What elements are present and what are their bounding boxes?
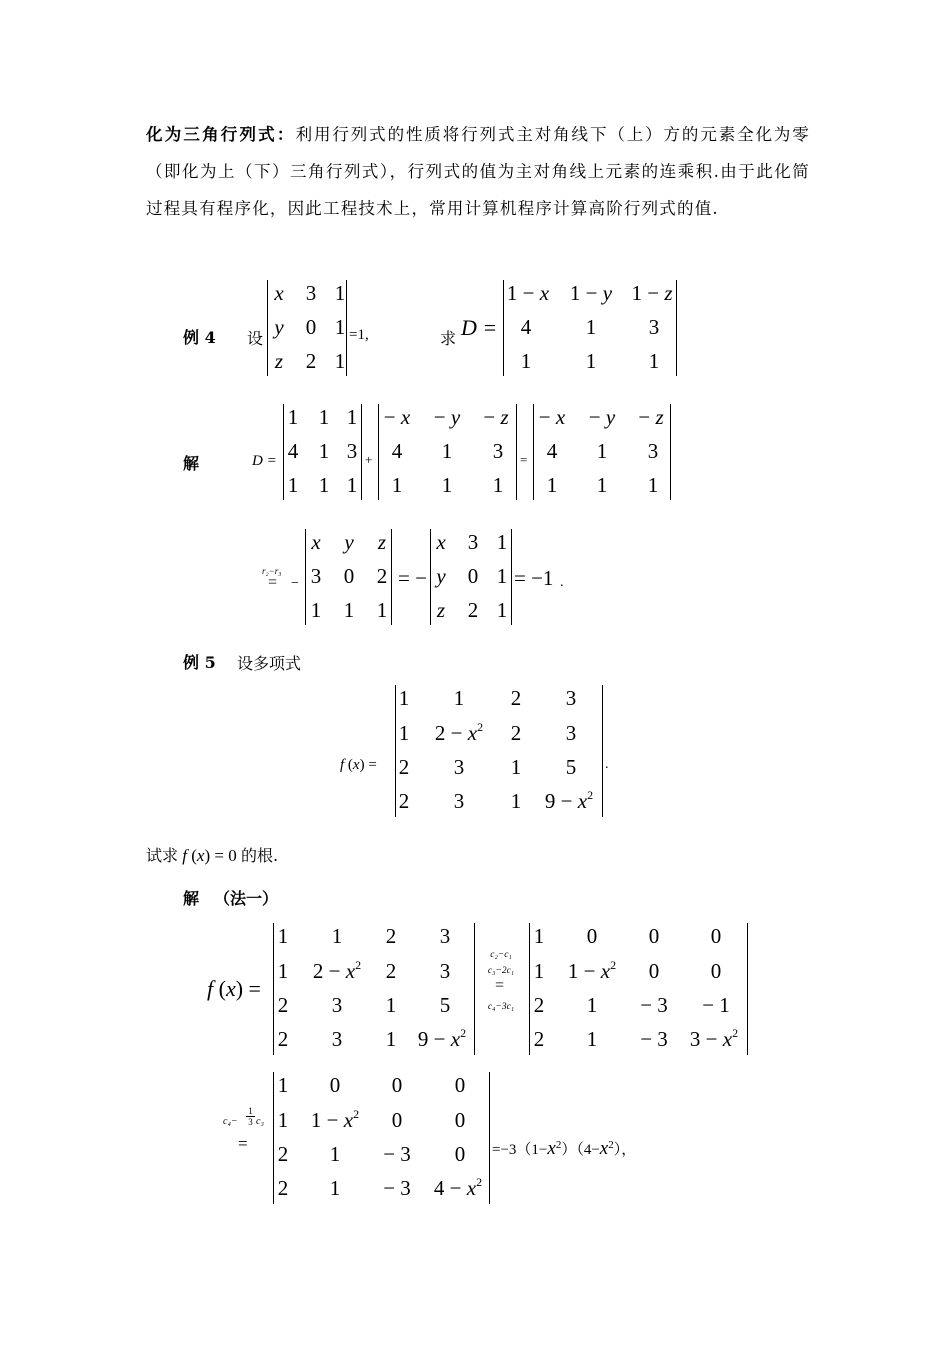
column-operation-2: c₃−2c₁: [487, 966, 515, 976]
det-cell: 3: [467, 530, 479, 554]
det-cell: 0: [648, 924, 660, 948]
det-cell: 1: [596, 473, 608, 497]
det-cell: 1: [398, 686, 410, 710]
det-cell: x: [274, 281, 284, 305]
det-cell: 3: [346, 439, 358, 463]
det-cell: 1: [331, 924, 343, 948]
example4-given-determinant: [267, 280, 347, 376]
question-suffix: 的根.: [240, 846, 279, 865]
solution5-method: （法一）: [214, 889, 279, 908]
det-cell: 1: [585, 315, 597, 339]
det-cell: 0: [305, 315, 317, 339]
det-cell: z: [377, 530, 387, 554]
det-cell: 3: [492, 439, 504, 463]
solution5-label: 解: [183, 889, 200, 908]
det-cell: − 3: [383, 1176, 411, 1200]
det-cell: − 3: [383, 1142, 411, 1166]
det-cell: 1 − z: [631, 281, 673, 305]
column-operation-3: c₄−3c₁: [487, 1002, 515, 1012]
row-operation-equals: =: [268, 574, 278, 591]
det-cell: 3: [453, 789, 465, 813]
solution5-determinant-1: [273, 923, 475, 1055]
det-cell: 1 − y: [569, 281, 613, 305]
det-cell: $3 - x^2$: [689, 1026, 739, 1051]
det-cell: y: [436, 564, 446, 588]
det-cell: − z: [638, 405, 664, 429]
det-cell: 3: [565, 721, 577, 745]
det-cell: 2: [533, 1027, 545, 1051]
solution5-determinant-2: [529, 923, 748, 1055]
det-cell: 1: [346, 405, 358, 429]
det-cell: 2: [277, 993, 289, 1017]
det-cell: 3: [565, 686, 577, 710]
det-cell: 1: [391, 473, 403, 497]
det-cell: 1: [496, 530, 508, 554]
det-cell: − y: [433, 405, 461, 429]
det-cell: 1: [596, 439, 608, 463]
solution4-determinant-4: [305, 529, 392, 625]
det-cell: − y: [588, 405, 616, 429]
intro-body: 利用行列式的性质将行列式主对角线下（上）方的元素全化为零（即化为上（下）三角行列式），行列式的值为主对角线上元素的连乘积.由于此化简过程具有程序化，因此工程技术上，常用计算机程序计算高阶行列式的值.: [146, 125, 811, 218]
det-cell: 0: [710, 959, 722, 983]
det-cell: − x: [538, 405, 566, 429]
det-cell: y: [274, 315, 284, 339]
det-cell: 3: [439, 959, 451, 983]
det-cell: − z: [483, 405, 509, 429]
det-cell: 1: [277, 959, 289, 983]
det-cell: 0: [391, 1073, 403, 1097]
det-cell: x: [436, 530, 446, 554]
example4-given-value: =1,: [349, 327, 369, 343]
example4-given-text: 设: [247, 329, 264, 348]
det-cell: 1: [441, 473, 453, 497]
det-cell: 1: [343, 598, 355, 622]
det-cell: 2: [398, 789, 410, 813]
det-cell: 2: [510, 721, 522, 745]
det-cell: 1: [318, 405, 330, 429]
det-cell: 1: [318, 473, 330, 497]
example5-period: .: [605, 757, 609, 772]
solution5-result: $=-3(1-x^2)(4-x^2)$，: [492, 1138, 637, 1159]
column-operation-c4: c₄−: [223, 1116, 238, 1127]
det-cell: 4: [391, 439, 403, 463]
det-cell: $2 - x^2$: [434, 720, 484, 745]
det-cell: 2: [510, 686, 522, 710]
det-cell: − 1: [702, 993, 730, 1017]
solution4-determinant-1: [283, 404, 362, 500]
det-cell: 1: [398, 721, 410, 745]
det-cell: 1: [277, 1073, 289, 1097]
det-cell: 1: [277, 924, 289, 948]
det-cell: 0: [648, 959, 660, 983]
det-cell: 3: [310, 564, 322, 588]
det-cell: 2: [385, 924, 397, 948]
det-cell: 0: [329, 1073, 341, 1097]
det-cell: 1 − x: [506, 281, 550, 305]
det-cell: 1: [453, 686, 465, 710]
det-cell: 0: [454, 1073, 466, 1097]
det-cell: 3: [305, 281, 317, 305]
det-cell: 1: [546, 473, 558, 497]
det-cell: 0: [467, 564, 479, 588]
det-cell: 1: [492, 473, 504, 497]
det-cell: 3: [453, 755, 465, 779]
fraction-denominator: 3: [248, 1117, 253, 1127]
column-operation-equals-2: =: [238, 1134, 248, 1153]
det-cell: 1: [334, 281, 346, 305]
det-cell: − 3: [640, 993, 668, 1017]
det-cell: 1: [510, 789, 522, 813]
det-cell: 1: [385, 993, 397, 1017]
det-cell: 1: [520, 349, 532, 373]
det-cell: 1: [586, 1027, 598, 1051]
example4-label: 例 4: [183, 328, 216, 347]
det-cell: 1: [318, 439, 330, 463]
det-cell: 1: [496, 598, 508, 622]
det-cell: 3: [331, 993, 343, 1017]
det-cell: 1: [385, 1027, 397, 1051]
det-cell: 1: [287, 473, 299, 497]
det-cell: $1 - x^2$: [310, 1107, 360, 1132]
det-cell: $4 - x^2$: [433, 1175, 483, 1200]
det-cell: 1: [376, 598, 388, 622]
det-cell: 1: [647, 473, 659, 497]
det-cell: $9 - x^2$: [417, 1026, 467, 1051]
det-cell: 0: [454, 1108, 466, 1132]
det-cell: $1 - x^2$: [567, 958, 617, 983]
solution5-lhs: f (x) =: [207, 976, 261, 1001]
intro-colon: ：: [276, 125, 296, 144]
det-cell: 1: [329, 1176, 341, 1200]
det-cell: 4: [546, 439, 558, 463]
det-cell: 1: [346, 473, 358, 497]
det-cell: z: [436, 598, 446, 622]
det-cell: 0: [343, 564, 355, 588]
solution5-determinant-3: [273, 1072, 490, 1204]
det-cell: 2: [385, 959, 397, 983]
det-cell: 1: [533, 959, 545, 983]
det-cell: 2: [277, 1176, 289, 1200]
row-operation-label: r₂−r₃: [262, 566, 282, 576]
example5-question: 试求 f (x) = 0 的根.: [146, 846, 279, 865]
det-cell: 2: [277, 1027, 289, 1051]
solution4-determinant-5: [430, 529, 512, 625]
minus-sign: −: [291, 576, 299, 591]
det-cell: 0: [586, 924, 598, 948]
det-cell: 2: [376, 564, 388, 588]
column-operation-equals: =: [495, 977, 505, 994]
plus-sign: +: [365, 452, 373, 467]
det-cell: z: [274, 349, 284, 373]
det-cell: 1: [585, 349, 597, 373]
intro-keyword: 化为三角行列式: [146, 125, 277, 144]
det-cell: 1: [510, 755, 522, 779]
det-cell: 1: [329, 1142, 341, 1166]
det-cell: 1: [496, 564, 508, 588]
det-cell: 2: [467, 598, 479, 622]
det-cell: 5: [439, 993, 451, 1017]
det-cell: − x: [383, 405, 411, 429]
det-cell: 1: [334, 349, 346, 373]
example4-find-determinant: [503, 280, 677, 376]
fraction-one-third: [246, 1106, 255, 1127]
det-cell: 2: [305, 349, 317, 373]
det-cell: 2: [277, 1142, 289, 1166]
det-cell: 1: [277, 1108, 289, 1132]
det-cell: 2: [533, 993, 545, 1017]
det-cell: 4: [520, 315, 532, 339]
det-cell: 0: [454, 1142, 466, 1166]
example5-text: 设多项式: [237, 654, 302, 673]
det-cell: 5: [565, 755, 577, 779]
det-cell: − 3: [640, 1027, 668, 1051]
example4-find-lhs: D =: [461, 315, 498, 340]
solution4-determinant-3: [533, 404, 671, 500]
det-cell: 1: [334, 315, 346, 339]
det-cell: 3: [331, 1027, 343, 1051]
column-operation-c3: c₃: [256, 1116, 264, 1127]
solution4-period: .: [560, 575, 564, 590]
det-cell: $9 - x^2$: [544, 788, 594, 813]
question-prefix: 试求: [146, 846, 179, 865]
example5-lhs: f (x) =: [340, 757, 377, 773]
det-cell: x: [311, 530, 321, 554]
det-cell: 4: [287, 439, 299, 463]
det-cell: $2 - x^2$: [312, 958, 362, 983]
det-cell: 1: [287, 405, 299, 429]
det-cell: 0: [710, 924, 722, 948]
example5-label: 例 5: [183, 653, 216, 672]
column-operation-1: c₂−c₁: [490, 950, 512, 960]
det-cell: 3: [648, 315, 660, 339]
example5-determinant: [395, 685, 603, 817]
det-cell: 1: [533, 924, 545, 948]
det-cell: 3: [439, 924, 451, 948]
solution4-label: 解: [183, 454, 200, 473]
det-cell: 1: [310, 598, 322, 622]
intro-paragraph: [146, 116, 810, 227]
solution4-determinant-2: [378, 404, 517, 500]
det-cell: 1: [648, 349, 660, 373]
fraction-numerator: 1: [246, 1106, 255, 1117]
solution4-lhs: D =: [252, 453, 277, 469]
det-cell: 2: [398, 755, 410, 779]
equals-sign: =: [520, 452, 528, 467]
det-cell: 0: [391, 1108, 403, 1132]
det-cell: 3: [647, 439, 659, 463]
det-cell: 1: [586, 993, 598, 1017]
solution4-result: = −1: [514, 566, 554, 590]
equals-minus-sign: = −: [398, 566, 427, 590]
det-cell: 1: [441, 439, 453, 463]
det-cell: y: [344, 530, 354, 554]
example4-find-text: 求: [440, 329, 457, 348]
